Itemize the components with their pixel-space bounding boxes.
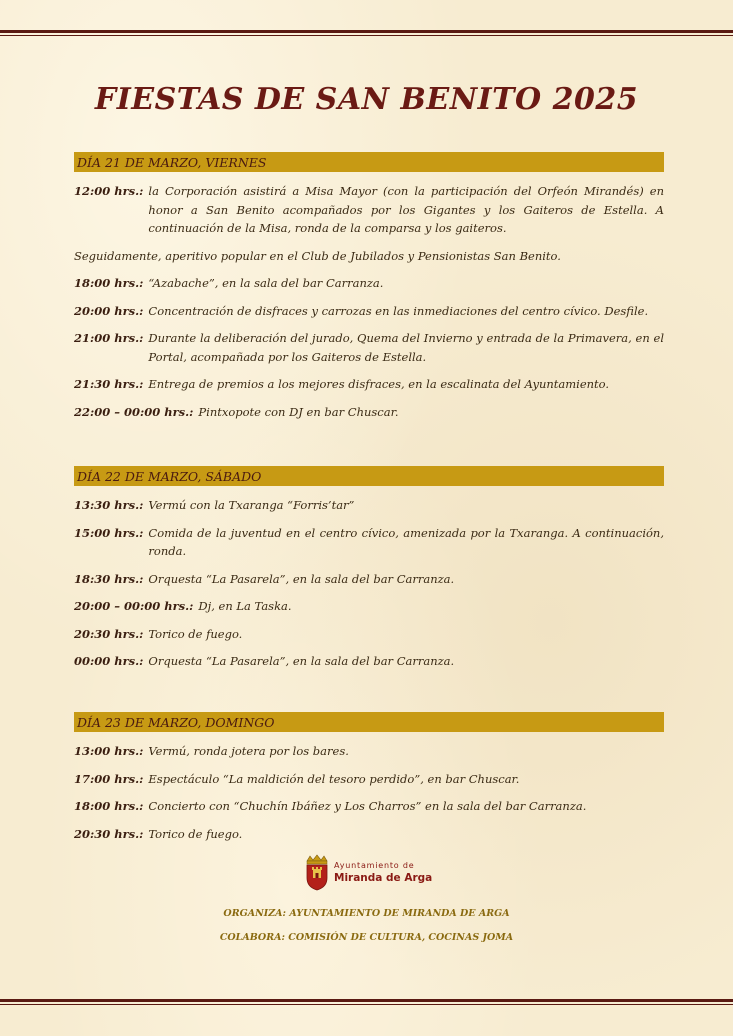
schedule-entry: [74, 375, 664, 394]
logo-line-2: Miranda de Arga: [334, 872, 433, 884]
entry-description: Entrega de premios a los mejores disfraces, en la escalinata del Ayuntamiento.: [148, 377, 610, 391]
entry-description: la Corporación asistirá a Misa Mayor (con la participación del Orfeón Mirandés) en honor a San Benito acompañados por los Gigantes y los Gaiteros de Estella. A continuación de la Misa, ronda de la comparsa y los gaiteros.: [148, 184, 664, 235]
entry-description: Vermú, ronda jotera por los bares.: [148, 744, 349, 758]
entry-description: “Azabache”, en la sala del bar Carranza.: [148, 276, 384, 290]
collaborator-credit: COLABORA: COMISIÓN DE CULTURA, COCINAS JOMA: [219, 932, 514, 943]
day-heading: DÍA 21 DE MARZO, VIERNES: [74, 152, 664, 172]
schedule-entry: [74, 625, 664, 644]
day-section-sunday: [74, 712, 664, 852]
entry-description: Pintxopote con DJ en bar Chuscar.: [198, 404, 399, 419]
schedule-entry: [74, 825, 664, 844]
schedule-list: [74, 496, 664, 671]
entry-time: 12:00 hrs.:: [74, 184, 144, 198]
entry-time: 17:00 hrs.:: [74, 771, 144, 786]
entry-time: 22:00 – 00:00 hrs.:: [74, 404, 194, 419]
schedule-entry: [74, 247, 664, 266]
schedule-entry: [74, 524, 664, 561]
entry-description: Espectáculo “La maldición del tesoro perdido”, en bar Chuscar.: [148, 771, 520, 786]
day-heading: DÍA 22 DE MARZO, SÁBADO: [74, 466, 664, 486]
entry-description: Torico de fuego.: [148, 826, 243, 841]
schedule-entry: [74, 302, 664, 321]
schedule-entry: [74, 496, 664, 515]
schedule-entry: [74, 403, 664, 422]
schedule-entry: [74, 797, 664, 816]
entry-time: 20:00 hrs.:: [74, 303, 144, 318]
entry-time: 15:00 hrs.:: [74, 525, 144, 540]
organizer-credit: ORGANIZA: AYUNTAMIENTO DE MIRANDA DE ARGA: [223, 908, 510, 919]
top-border: [0, 30, 733, 36]
entry-description: Seguidamente, aperitivo popular en el Club de Jubilados y Pensionistas San Benito.: [74, 248, 561, 263]
entry-time: 18:30 hrs.:: [74, 571, 144, 586]
entry-time: 18:00 hrs.:: [74, 799, 144, 813]
municipality-logo: [304, 852, 444, 892]
day-section-saturday: [74, 466, 664, 680]
entry-description: Orquesta “La Pasarela”, en la sala del bar Carranza.: [148, 654, 455, 668]
entry-description: Concierto con “Chuchín Ibáñez y Los Charros” en la sala del bar Carranza.: [148, 799, 587, 813]
entry-description: Orquesta “La Pasarela”, en la sala del bar Carranza.: [148, 571, 455, 586]
entry-description: Concentración de disfraces y carrozas en las inmediaciones del centro cívico. Desfile.: [148, 303, 649, 318]
entry-time: 20:30 hrs.:: [74, 626, 144, 641]
schedule-list: [74, 182, 664, 421]
logo-line-1: Ayuntamiento de: [334, 861, 415, 870]
entry-time: 18:00 hrs.:: [74, 276, 144, 290]
schedule-entry: [74, 742, 664, 761]
entry-time: 20:00 – 00:00 hrs.:: [74, 599, 194, 613]
schedule-entry: [74, 597, 664, 616]
entry-description: Vermú con la Txaranga “Forris’tar”: [148, 498, 355, 512]
entry-time: 21:30 hrs.:: [74, 377, 144, 391]
entry-time: 13:30 hrs.:: [74, 498, 144, 512]
entry-time: 20:30 hrs.:: [74, 826, 144, 841]
day-section-friday: [74, 152, 664, 430]
entry-description: Dj, en La Taska.: [198, 599, 292, 613]
schedule-entry: [74, 329, 664, 366]
page-title: FIESTAS DE SAN BENITO 2025: [94, 82, 639, 117]
entry-description: Torico de fuego.: [148, 626, 243, 641]
entry-time: 13:00 hrs.:: [74, 744, 144, 758]
entry-description: Comida de la juventud en el centro cívico, amenizada por la Txaranga. A continuación, ronda.: [148, 525, 664, 558]
entry-time: 00:00 hrs.:: [74, 654, 144, 668]
entry-description: Durante la deliberación del jurado, Quema del Invierno y entrada de la Primavera, en el Portal, acompañada por los Gaiteros de Estella.: [148, 331, 664, 364]
schedule-entry: [74, 652, 664, 671]
day-heading: DÍA 23 DE MARZO, DOMINGO: [74, 712, 664, 732]
bottom-border: [0, 999, 733, 1005]
schedule-entry: [74, 274, 664, 293]
entry-time: 21:00 hrs.:: [74, 331, 144, 345]
schedule-entry: [74, 182, 664, 238]
schedule-list: [74, 742, 664, 843]
schedule-entry: [74, 570, 664, 589]
coat-of-arms-icon: [304, 853, 330, 891]
schedule-entry: [74, 770, 664, 789]
